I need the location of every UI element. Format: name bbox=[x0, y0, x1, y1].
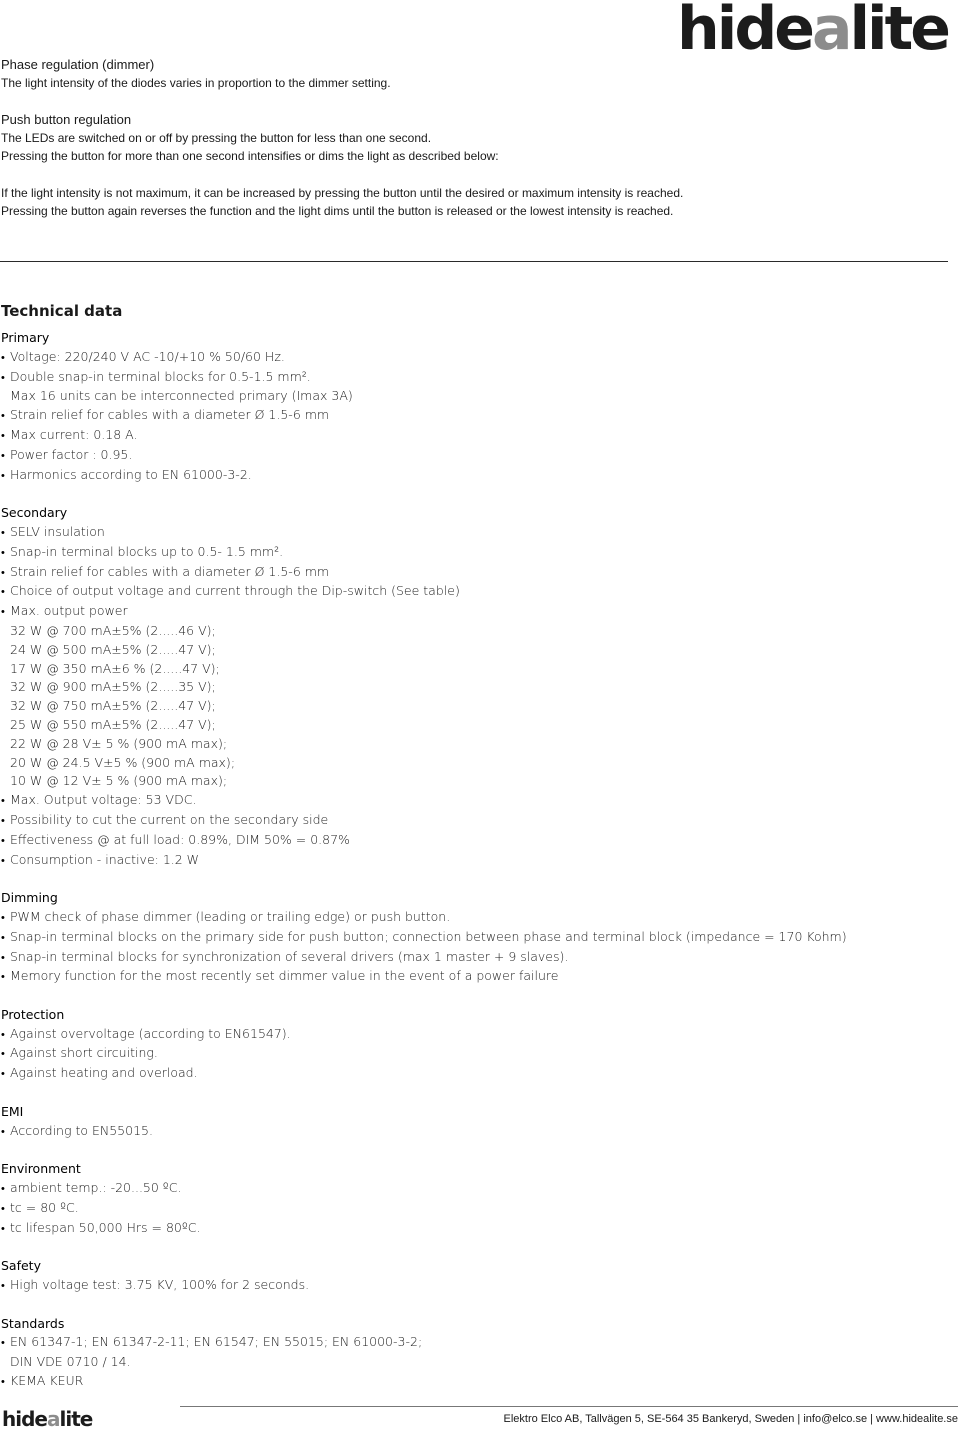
spec-section-title: Standards bbox=[1, 1315, 65, 1331]
spec-continuation-line: 24 W @ 500 mA±5% (2.....47 V); bbox=[10, 641, 216, 657]
spec-continuation-line: 32 W @ 750 mA±5% (2.....47 V); bbox=[10, 698, 216, 714]
spec-bullet-item: • Possibility to cut the current on the secondary side bbox=[1, 811, 941, 831]
spec-section bbox=[1, 1160, 941, 1238]
spec-bullet-item: • tc lifespan 50,000 Hrs = 80ºC. bbox=[1, 1219, 941, 1239]
logo-text-lite: lite bbox=[849, 0, 948, 64]
spec-bullet-item: • Against heating and overload. bbox=[1, 1064, 941, 1084]
spec-bullet-item: • KEMA KEUR bbox=[1, 1372, 941, 1392]
logo-text-hide: hide bbox=[677, 0, 812, 64]
spec-section-title: Dimming bbox=[1, 890, 58, 906]
spec-section bbox=[1, 1103, 941, 1142]
spec-section bbox=[1, 329, 941, 485]
intensity-text-1: If the light intensity is not maximum, it can be increased by pressing the button until the desired or maximum intensity is reached. bbox=[1, 186, 684, 200]
technical-data-title: Technical data bbox=[1, 302, 123, 320]
spec-continuation-line: 20 W @ 24.5 V±5 % (900 mA max); bbox=[10, 754, 236, 770]
spec-section bbox=[1, 1257, 941, 1296]
spec-section bbox=[1, 1006, 941, 1084]
spec-bullet-item: • Voltage: 220/240 V AC -10/+10 % 50/60 Hz. bbox=[1, 348, 941, 368]
spec-bullet-item: • Memory function for the most recently set dimmer value in the event of a power failure bbox=[1, 967, 941, 987]
footer-logo-text-lite: lite bbox=[59, 1407, 93, 1431]
technical-data-section bbox=[1, 301, 941, 1411]
intensity-text-2: Pressing the button again reverses the function and the light dims until the button is released or the lowest intensity is reached. bbox=[1, 204, 674, 218]
logo-text-a: a bbox=[811, 0, 850, 64]
spec-bullet-item: • Double snap-in terminal blocks for 0.5-1.5 mm². bbox=[1, 368, 941, 388]
spec-bullet-item: • Max. Output voltage: 53 VDC. bbox=[1, 791, 941, 811]
spec-bullet-item: • High voltage test: 3.75 KV, 100% for 2 seconds. bbox=[1, 1276, 941, 1296]
spec-section bbox=[1, 889, 941, 987]
section-divider bbox=[0, 261, 948, 262]
spec-bullet-item: • tc = 80 ºC. bbox=[1, 1199, 941, 1219]
spec-bullet-item: • Snap-in terminal blocks on the primary side for push button; connection between phase and terminal block (impedance = 170 Kohm) bbox=[1, 928, 941, 948]
spec-bullet-item: • Strain relief for cables with a diameter Ø 1.5-6 mm bbox=[1, 406, 941, 426]
spec-bullet-item: • Max. output power bbox=[1, 602, 941, 622]
spec-bullet-item: • SELV insulation bbox=[1, 523, 941, 543]
spec-bullet-item: • Max current: 0.18 A. bbox=[1, 426, 941, 446]
spec-bullet-item: • Harmonics according to EN 61000-3-2. bbox=[1, 466, 941, 486]
spec-bullet-item: • According to EN55015. bbox=[1, 1122, 941, 1142]
spec-bullet-item: • Snap-in terminal blocks up to 0.5- 1.5 mm². bbox=[1, 543, 941, 563]
footer-rule bbox=[180, 1406, 958, 1407]
spec-section-title: Environment bbox=[1, 1161, 81, 1177]
spec-continuation-line: DIN VDE 0710 / 14. bbox=[10, 1354, 131, 1370]
footer-logo-text-hide: hide bbox=[2, 1407, 47, 1431]
brand-logo bbox=[677, 0, 948, 64]
spec-bullet-item: • Strain relief for cables with a diameter Ø 1.5-6 mm bbox=[1, 563, 941, 583]
footer-brand-logo bbox=[2, 1407, 92, 1431]
spec-bullet-item: • EN 61347-1; EN 61347-2-11; EN 61547; EN 55015; EN 61000-3-2; bbox=[1, 1333, 941, 1353]
spec-bullet-item: • Against overvoltage (according to EN61547). bbox=[1, 1025, 941, 1045]
phase-regulation-text: The light intensity of the diodes varies in proportion to the dimmer setting. bbox=[1, 76, 391, 90]
spec-continuation-line: 25 W @ 550 mA±5% (2.....47 V); bbox=[10, 716, 216, 732]
push-button-text-2: Pressing the button for more than one second intensifies or dims the light as described below: bbox=[1, 149, 499, 163]
spec-bullet-item: • Consumption - inactive: 1.2 W bbox=[1, 851, 941, 871]
intro-section bbox=[1, 56, 801, 220]
spec-section-title: EMI bbox=[1, 1103, 24, 1119]
phase-regulation-heading: Phase regulation (dimmer) bbox=[1, 57, 155, 72]
push-button-heading: Push button regulation bbox=[1, 112, 132, 127]
spec-bullet-item: • Power factor : 0.95. bbox=[1, 446, 941, 466]
spec-continuation-line: 10 W @ 12 V± 5 % (900 mA max); bbox=[10, 773, 228, 789]
spec-continuation-line: 32 W @ 700 mA±5% (2.....46 V); bbox=[10, 622, 216, 638]
spec-bullet-item: • Choice of output voltage and current through the Dip-switch (See table) bbox=[1, 582, 941, 602]
spec-section-title: Safety bbox=[1, 1258, 41, 1274]
footer-logo-text-a: a bbox=[46, 1407, 60, 1431]
spec-bullet-item: • ambient temp.: -20...50 ºC. bbox=[1, 1179, 941, 1199]
spec-section-title: Primary bbox=[1, 330, 50, 345]
push-button-text-1: The LEDs are switched on or off by pressing the button for less than one second. bbox=[1, 131, 432, 145]
spec-section bbox=[1, 1315, 941, 1392]
spec-continuation-line: 17 W @ 350 mA±6 % (2.....47 V); bbox=[10, 660, 220, 676]
footer-address: Elektro Elco AB, Tallvägen 5, SE-564 35 Bankeryd, Sweden | info@elco.se | www.hidealite.se bbox=[503, 1413, 958, 1425]
spec-bullet-item: • Against short circuiting. bbox=[1, 1044, 941, 1064]
spec-bullet-item: • Effectiveness @ at full load: 0.89%, DIM 50% = 0.87% bbox=[1, 831, 941, 851]
spec-section-title: Secondary bbox=[1, 505, 68, 521]
spec-continuation-line: 32 W @ 900 mA±5% (2.....35 V); bbox=[10, 679, 216, 695]
spec-bullet-item: • Snap-in terminal blocks for synchronization of several drivers (max 1 master + 9 slaves). bbox=[1, 948, 941, 968]
spec-continuation-line: Max 16 units can be interconnected primary (Imax 3A) bbox=[10, 388, 353, 404]
spec-section-title: Protection bbox=[1, 1006, 65, 1022]
spec-section bbox=[1, 504, 941, 870]
technical-data-sections bbox=[1, 329, 941, 1392]
spec-bullet-item: • PWM check of phase dimmer (leading or trailing edge) or push button. bbox=[1, 908, 941, 928]
spec-continuation-line: 22 W @ 28 V± 5 % (900 mA max); bbox=[10, 735, 228, 751]
